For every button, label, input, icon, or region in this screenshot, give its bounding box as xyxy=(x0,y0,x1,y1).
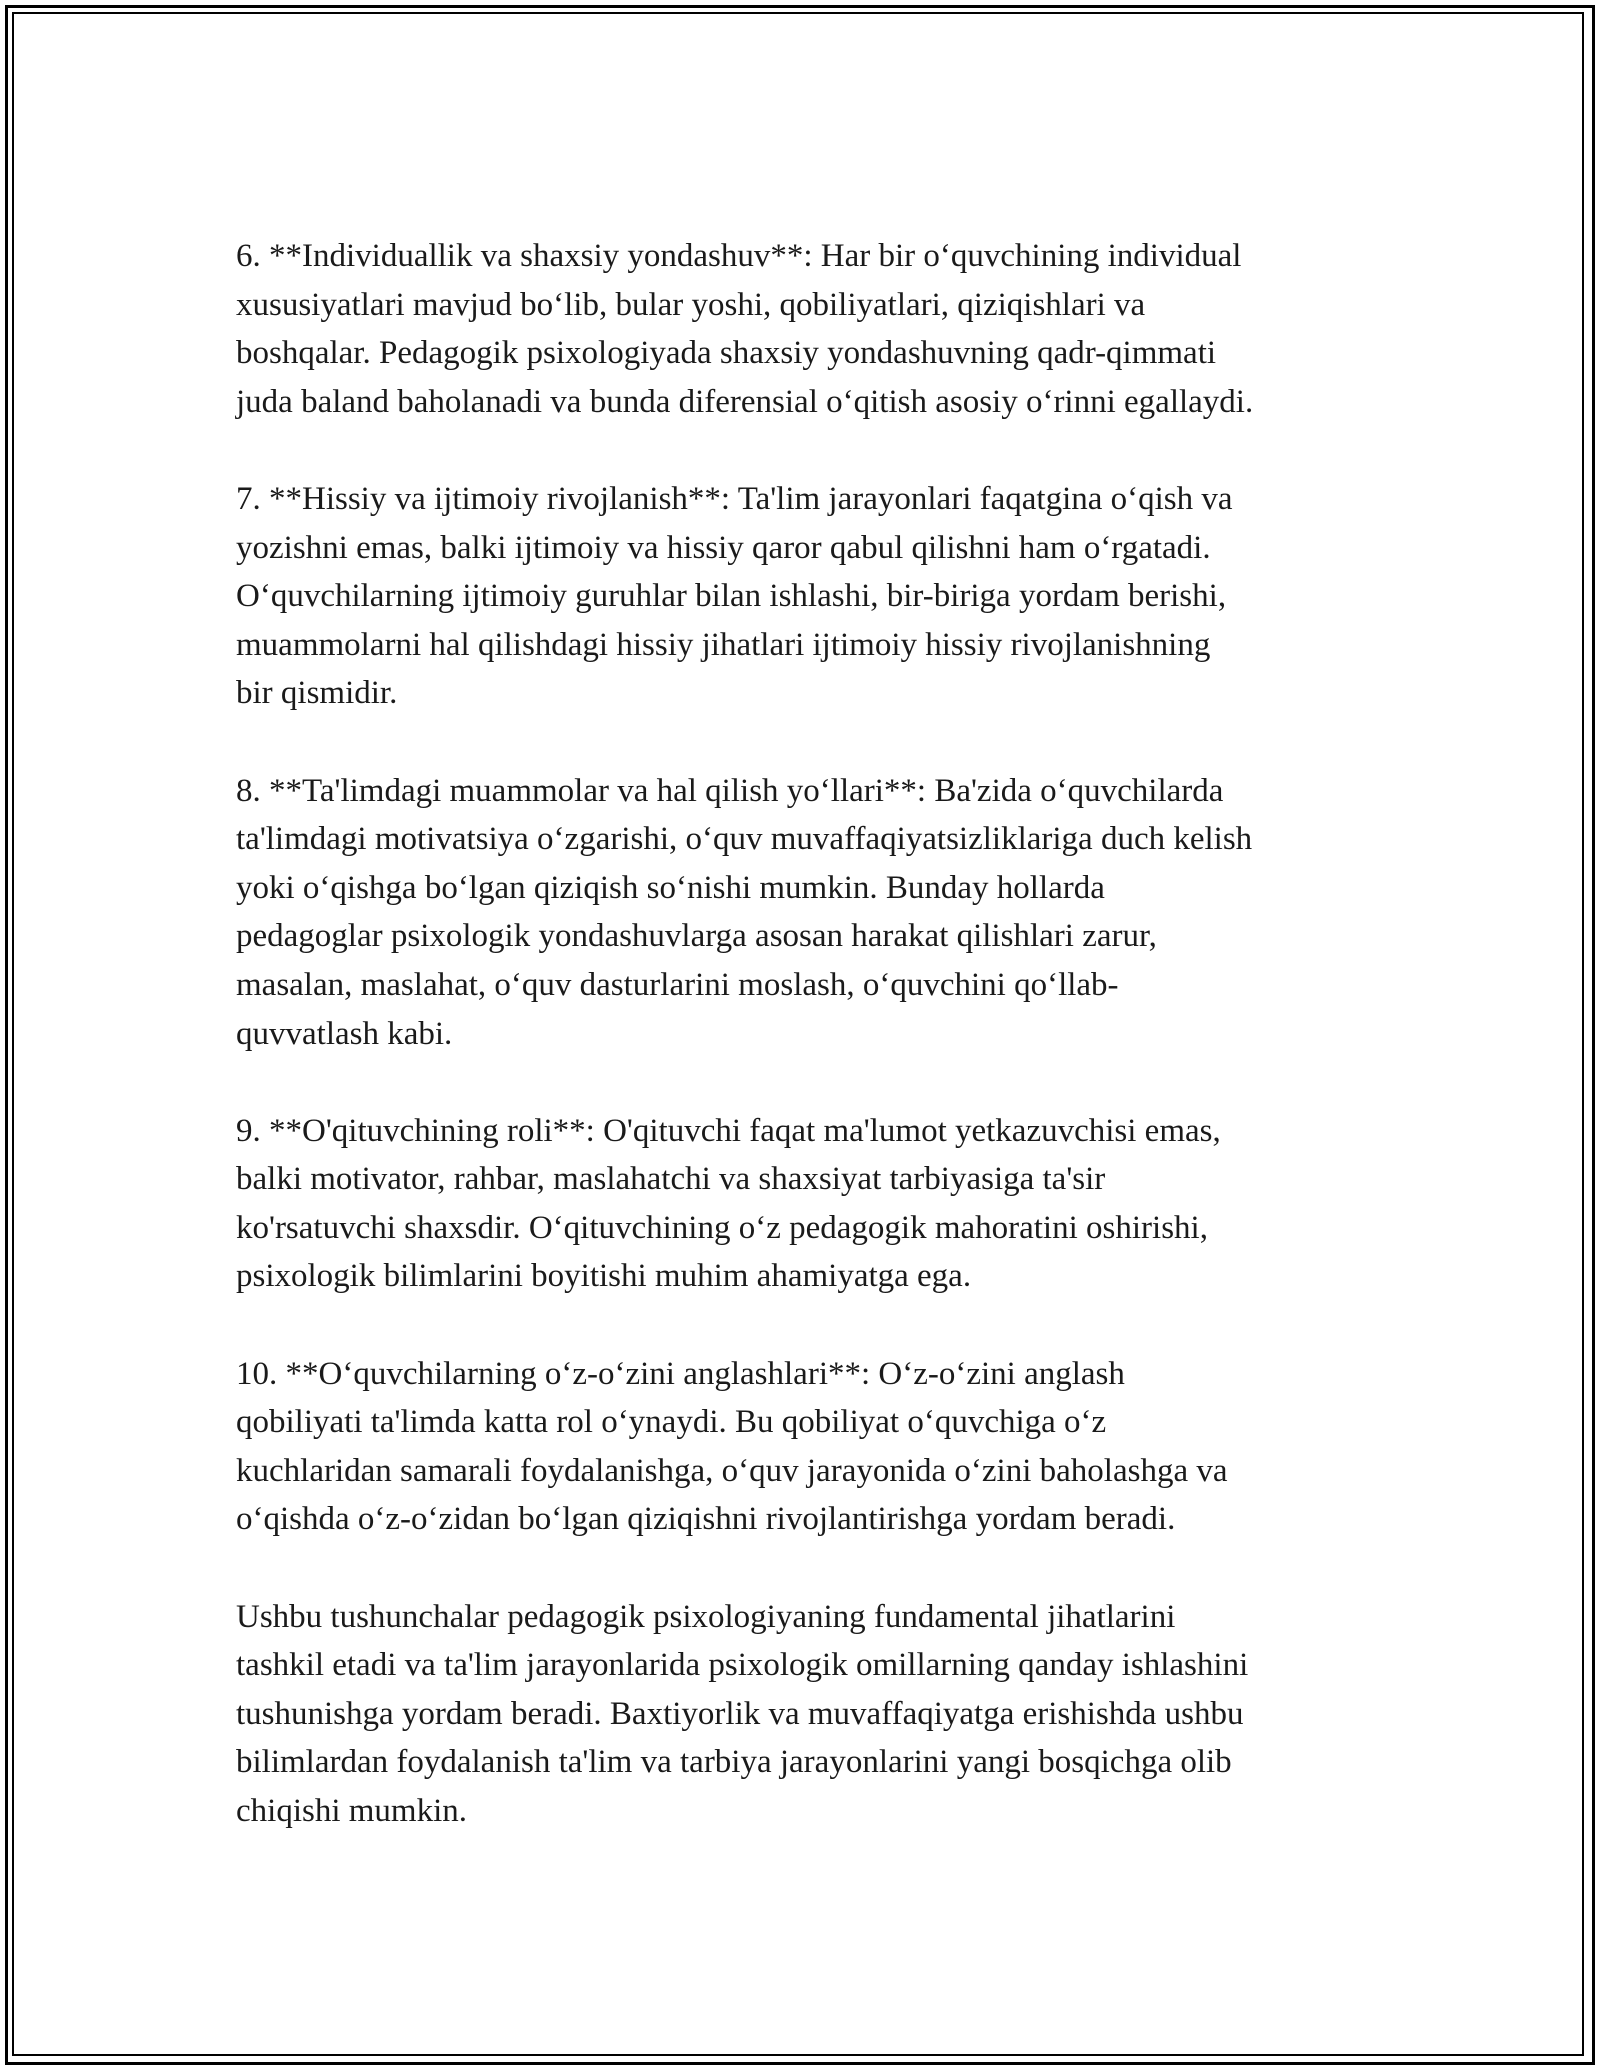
paragraph-conclusion: Ushbu tushunchalar pedagogik psixologiyaning fundamental jihatlarini tashkil etadi va ta'lim jarayonlarida psixologik omillarning qanday ishlashini tushunishga yordam beradi. Baxtiyorlik va muvaffaqiyatga erishishda ushbu bilimlardan foydalanish ta'lim va tarbiya jarayonlarini yangi bosqichga olib chiqishi mumkin. xyxy=(236,1598,1249,1829)
paragraph-oqituvchi-roli: 9. **O'qituvchining roli**: O'qituvchi faqat ma'lumot yetkazuvchisi emas, balki motivator, rahbar, maslahatchi va shaxsiyat tarbiyasiga ta'sir ko'rsatuvchi shaxsdir. O‘qituvchining o‘z pedagogik mahoratini oshirishi, psixologik bilimlarini boyitishi muhim ahamiyatga ega. xyxy=(236,1112,1221,1295)
document-body xyxy=(236,232,1376,1884)
paragraph-ozini-anglash: 10. **O‘quvchilarning o‘z-o‘zini anglashlari**: O‘z-o‘zini anglash qobiliyati ta'limda katta rol o‘ynaydi. Bu qobiliyat o‘quvchiga o‘z kuchlaridan samarali foydalanishga, o‘quv jarayonida o‘zini baholashga va o‘qishda o‘z-o‘zidan bo‘lgan qiziqishni rivojlantirishga yordam beradi. xyxy=(236,1355,1228,1538)
paragraph-individuallik: 6. **Individuallik va shaxsiy yondashuv**: Har bir o‘quvchining individual xususiyatlari mavjud bo‘lib, bular yoshi, qobiliyatlari, qiziqishlari va boshqalar. Pedagogik psixologiyada shaxsiy yondashuvning qadr-qimmati juda baland baholanadi va bunda diferensial o‘qitish asosiy o‘rinni egallaydi. xyxy=(236,238,1254,420)
paragraph-talimdagi-muammolar: 8. **Ta'limdagi muammolar va hal qilish yo‘llari**: Ba'zida o‘quvchilarda ta'limdagi motivatsiya o‘zgarishi, o‘quv muvaffaqiyatsizliklariga duch kelish yoki o‘qishga bo‘lgan qiziqish so‘nishi mumkin. Bunday hollarda pedagoglar psixologik yondashuvlarga asosan harakat qilishlari zarur, masalan, maslahat, o‘quv dasturlarini moslash, o‘quvchini qo‘llab- quvvatlash kabi. xyxy=(236,772,1253,1052)
paragraph-hissiy-rivojlanish: 7. **Hissiy va ijtimoiy rivojlanish**: Ta'lim jarayonlari faqatgina o‘qish va yozishni emas, balki ijtimoiy va hissiy qaror qabul qilishni ham o‘rgatadi. O‘quvchilarning ijtimoiy guruhlar bilan ishlashi, bir-biriga yordam berishi, muammolarni hal qilishdagi hissiy jihatlari ijtimoiy hissiy rivojlanishning bir qismidir. xyxy=(236,480,1233,712)
